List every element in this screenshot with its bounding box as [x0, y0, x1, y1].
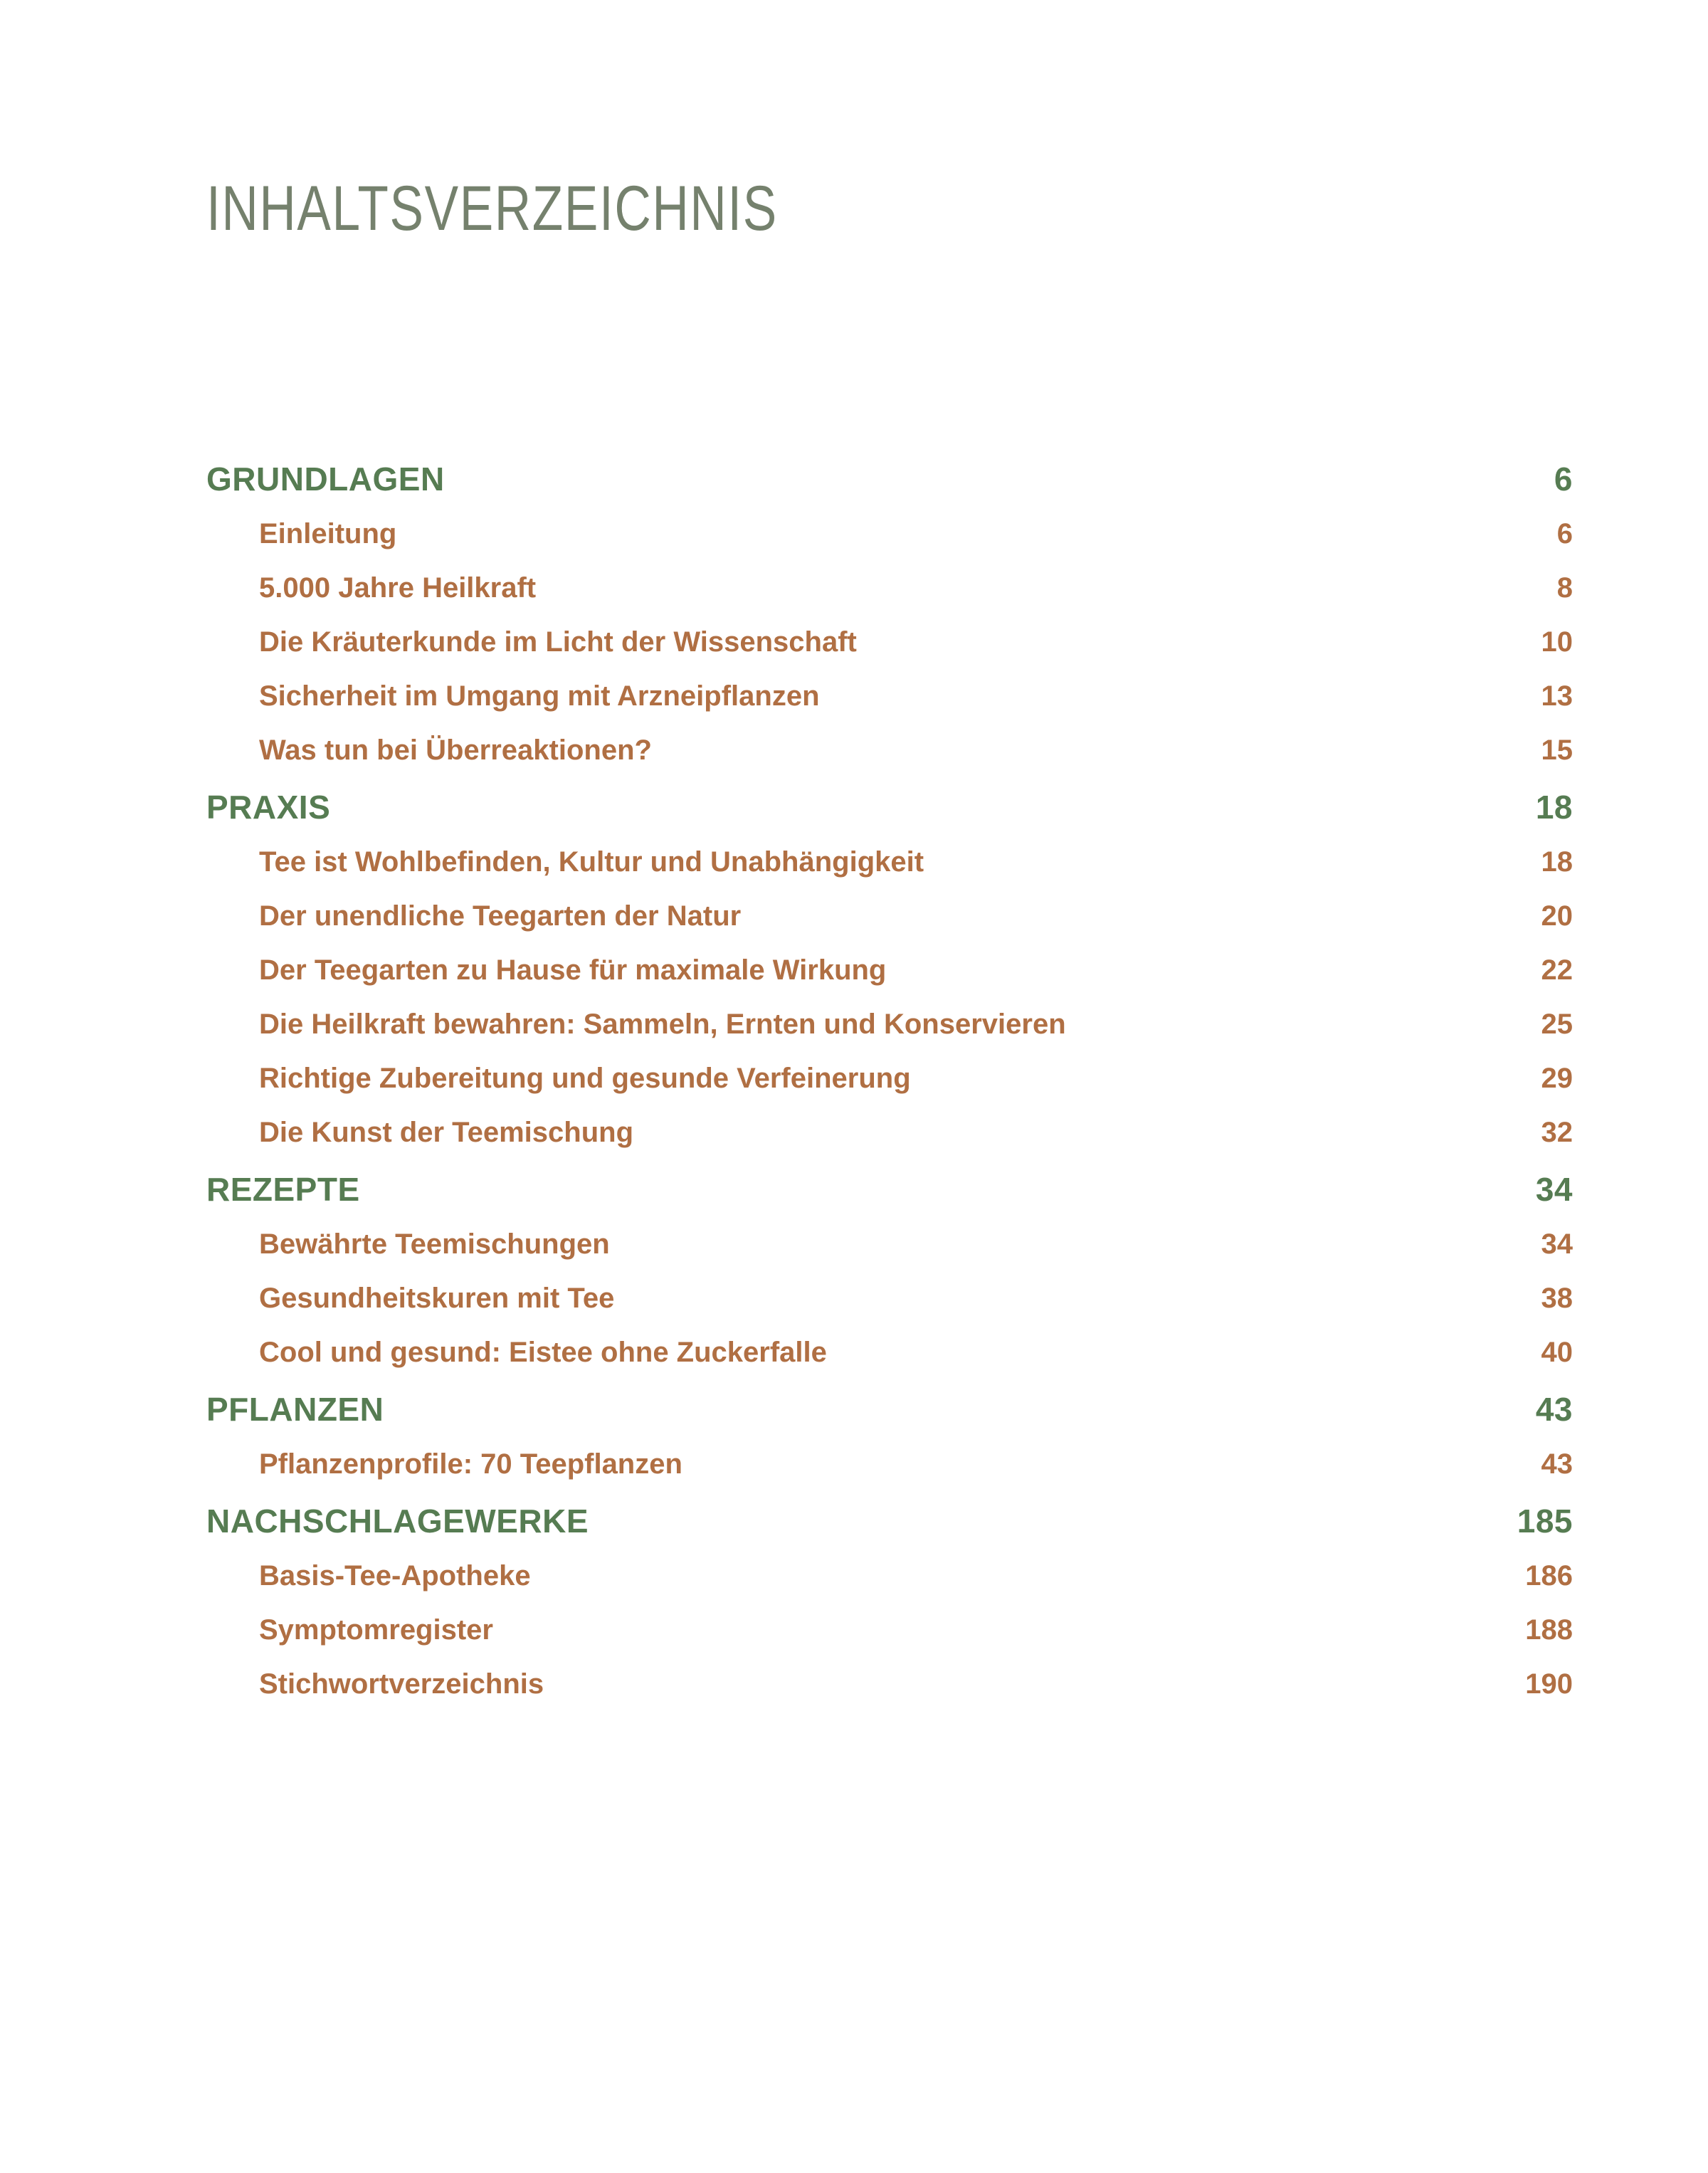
book-page	[206, 172, 1573, 1724]
toc-item-row	[206, 956, 1573, 985]
toc-item-row	[206, 902, 1573, 931]
toc-item-label: Was tun bei Überreaktionen?	[259, 735, 652, 766]
toc-item-row	[206, 628, 1573, 657]
toc-page-number: 6	[1556, 518, 1573, 549]
toc-item-label: Der Teegarten zu Hause für maximale Wirkung	[259, 954, 887, 986]
toc-item-label: Die Kunst der Teemischung	[259, 1117, 634, 1148]
toc-page-number: 18	[1535, 789, 1573, 826]
toc-section-label: PRAXIS	[206, 789, 331, 826]
toc-item-label: Sicherheit im Umgang mit Arzneipflanzen	[259, 680, 820, 712]
toc-page-number: 10	[1541, 626, 1573, 658]
toc-page-number: 38	[1541, 1283, 1573, 1314]
toc-item-label: 5.000 Jahre Heilkraft	[259, 572, 537, 604]
toc-page-number: 15	[1541, 735, 1573, 766]
toc-page-number: 34	[1535, 1171, 1573, 1208]
toc-item-label: Der unendliche Teegarten der Natur	[259, 900, 742, 932]
toc-item-row	[206, 682, 1573, 711]
toc-item-row	[206, 848, 1573, 877]
toc-page-number: 18	[1541, 846, 1573, 878]
page-title: INHALTSVERZEICHNIS	[206, 172, 778, 243]
toc-page-number: 20	[1541, 900, 1573, 932]
toc-item-row	[206, 736, 1573, 765]
toc-item-row	[206, 1670, 1573, 1699]
toc-page-number: 32	[1541, 1117, 1573, 1148]
toc-section-label: PFLANZEN	[206, 1391, 384, 1428]
toc-item-row	[206, 1118, 1573, 1147]
toc-section-row	[206, 1504, 1573, 1538]
toc-page-number: 34	[1541, 1228, 1573, 1260]
toc-item-label: Tee ist Wohlbefinden, Kultur und Unabhängigkeit	[259, 846, 924, 878]
toc-item-label: Symptomregister	[259, 1614, 493, 1646]
toc-item-label: Pflanzenprofile: 70 Teepflanzen	[259, 1448, 682, 1480]
toc-section-label: REZEPTE	[206, 1171, 360, 1208]
toc-page-number: 29	[1541, 1063, 1573, 1094]
toc-item-row	[206, 520, 1573, 549]
toc-section-row	[206, 1172, 1573, 1206]
toc-page-number: 40	[1541, 1337, 1573, 1368]
toc-item-row	[206, 1010, 1573, 1039]
toc-section-row	[206, 790, 1573, 824]
toc-item-row	[206, 1284, 1573, 1313]
toc-item-row	[206, 1064, 1573, 1093]
toc-item-label: Die Kräuterkunde im Licht der Wissenschaft	[259, 626, 857, 658]
toc-section-row	[206, 462, 1573, 496]
toc-section-row	[206, 1392, 1573, 1426]
toc-item-label: Basis-Tee-Apotheke	[259, 1560, 531, 1591]
toc-item-label: Richtige Zubereitung und gesunde Verfeinerung	[259, 1063, 911, 1094]
toc-page-number: 185	[1517, 1503, 1573, 1540]
toc-section-label: NACHSCHLAGEWERKE	[206, 1503, 589, 1540]
toc-page-number: 43	[1535, 1391, 1573, 1428]
toc-item-label: Bewährte Teemischungen	[259, 1228, 610, 1260]
toc-page-number: 188	[1525, 1614, 1573, 1646]
toc-page-number: 186	[1525, 1560, 1573, 1591]
toc-page-number: 13	[1541, 680, 1573, 712]
toc-item-label: Einleitung	[259, 518, 397, 549]
toc-item-row	[206, 1562, 1573, 1591]
toc-item-row	[206, 574, 1573, 603]
toc-item-row	[206, 1230, 1573, 1259]
toc-page-number: 8	[1556, 572, 1573, 604]
toc-item-row	[206, 1616, 1573, 1645]
toc-page-number: 25	[1541, 1009, 1573, 1040]
toc-page-number: 6	[1554, 461, 1573, 498]
toc-item-label: Stichwortverzeichnis	[259, 1668, 544, 1700]
toc-item-label: Die Heilkraft bewahren: Sammeln, Ernten und Konservieren	[259, 1009, 1066, 1040]
toc-page-number: 190	[1525, 1668, 1573, 1700]
toc-page-number: 22	[1541, 954, 1573, 986]
toc-item-label: Gesundheitskuren mit Tee	[259, 1283, 615, 1314]
toc-item-row	[206, 1338, 1573, 1367]
toc-item-label: Cool und gesund: Eistee ohne Zuckerfalle	[259, 1337, 827, 1368]
toc-item-row	[206, 1450, 1573, 1479]
toc-page-number: 43	[1541, 1448, 1573, 1480]
toc-section-label: GRUNDLAGEN	[206, 461, 445, 498]
table-of-contents	[206, 462, 1573, 1699]
